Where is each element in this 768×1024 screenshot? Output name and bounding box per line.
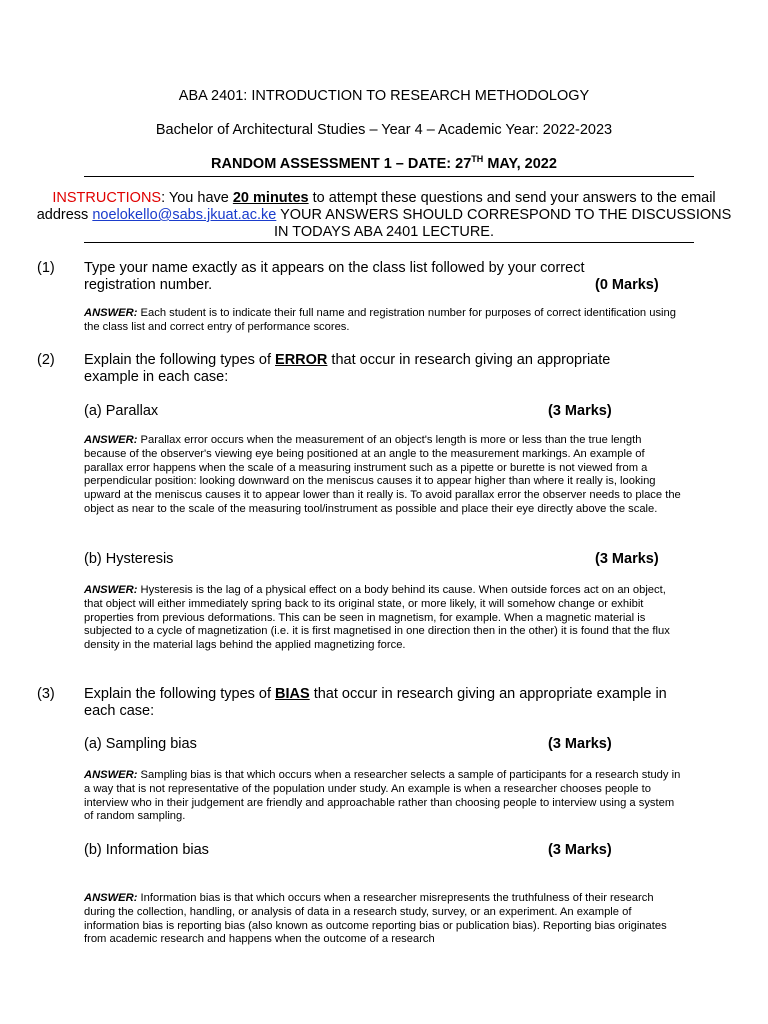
question-3b-answer xyxy=(84,892,686,947)
question-3b-label: (b) Information bias xyxy=(84,842,209,858)
question-3-keyword: BIAS xyxy=(275,686,310,702)
question-2-keyword: ERROR xyxy=(275,352,328,368)
instructions-label: INSTRUCTIONS xyxy=(52,190,162,206)
assessment-heading xyxy=(0,156,768,172)
question-1-answer-text: Each student is to indicate their full name and registration number for purposes of correct identification using the class list and correct entry of performance scores. xyxy=(84,307,676,333)
question-3a-marks: (3 Marks) xyxy=(548,736,612,752)
question-2b-marks: (3 Marks) xyxy=(595,551,659,567)
question-3a-answer-label: ANSWER: xyxy=(84,769,138,781)
course-title: ABA 2401: INTRODUCTION TO RESEARCH METHODOLOGY xyxy=(178,88,590,104)
question-1-line-2: registration number. xyxy=(84,277,213,293)
question-2a-label: (a) Parallax xyxy=(84,403,159,419)
question-3-text xyxy=(84,686,694,720)
instructions-duration: 20 minutes xyxy=(232,190,309,206)
instructions-block xyxy=(30,190,738,241)
question-3a-answer-text: Sampling bias is that which occurs when a researcher selects a sample of participants for a research study in a way that is not representative of the population under study. An example is when a researcher chooses people to interview who in their judgement are friendly and approachable rather than choosing people to interview using a system of random sampling. xyxy=(84,769,681,823)
question-2a-answer-label: ANSWER: xyxy=(84,434,138,446)
assessment-heading-post: MAY, 2022 xyxy=(483,156,557,172)
question-1-number: (1) xyxy=(37,260,55,276)
question-2a-answer-text: Parallax error occurs when the measurement of an object's length is more or less than the true length because of the observer's viewing eye being positioned at an angle to the measurement markings. An example of parallax error happens when the scale of a measuring instrument such as a pipette or burette is not viewed from a perpendicular position: looking downward on the meniscus causes it to appear higher than where it really is, looking upward at the meniscus causes it to appear lower than it really is. To avoid parallax error the observer needs to place the object as near to the scale of the measuring tool/instrument as possible and place their eye directly above the scale. xyxy=(84,434,681,515)
question-2b-answer-text: Hysteresis is the lag of a physical effect on a body behind its cause. When outside forces act on an object, that object will either immediately spring back to its original state, or more likely, it will somehow change or exhibit properties from previous deformations. This can be seen in magnetism, for example. When a magnetic material is subjected to a cycle of magnetization (i.e. it is first magnetised in one direction then in the other) it is found that the flux density in the material lags behind the applied magnetizing force. xyxy=(84,584,670,652)
question-3-pre: Explain the following types of xyxy=(84,686,276,702)
question-2-number: (2) xyxy=(37,352,55,368)
instructions-text-1: : You have xyxy=(161,190,233,206)
question-3b-marks: (3 Marks) xyxy=(548,842,612,858)
question-2-text xyxy=(84,352,654,386)
question-3a-answer xyxy=(84,769,686,824)
question-2a-marks: (3 Marks) xyxy=(548,403,612,419)
question-2b-answer xyxy=(84,584,686,653)
question-1-answer xyxy=(84,307,686,335)
question-2-post: that occur in research giving an appropriate example in each case: xyxy=(84,352,611,385)
instructions-text-2: to attempt these questions and send your answers to the email address xyxy=(36,190,716,223)
question-3b-answer-text: Information bias is that which occurs when a researcher misrepresents the truthfulness of their research during the collection, handling, or analysis of data in a research study, survey, or an experiment. An example of information bias is reporting bias (also known as outcome reporting bias or publication bias). Reporting bias originates from academic research and happens when the outcome of a research xyxy=(84,892,667,946)
programme-line: Bachelor of Architectural Studies – Year 4 – Academic Year: 2022-2023 xyxy=(155,122,613,138)
email-link[interactable]: noelokello@sabs.jkuat.ac.ke xyxy=(92,207,277,223)
question-2-pre: Explain the following types of xyxy=(84,352,276,368)
question-3a-label: (a) Sampling bias xyxy=(84,736,197,752)
question-3-number: (3) xyxy=(37,686,55,702)
question-1-line-1: Type your name exactly as it appears on the class list followed by your correct xyxy=(84,260,585,276)
question-3b-answer-label: ANSWER: xyxy=(84,892,138,904)
instructions-text-3: YOUR ANSWERS SHOULD CORRESPOND TO THE DISCUSSIONS IN TODAYS ABA 2401 LECTURE. xyxy=(273,207,732,240)
assessment-heading-pre: RANDOM ASSESSMENT 1 – DATE: 27 xyxy=(211,156,472,172)
question-2b-label: (b) Hysteresis xyxy=(84,551,174,567)
question-3-post: that occur in research giving an appropriate example in each case: xyxy=(84,686,667,719)
bottom-divider xyxy=(84,242,694,243)
question-2a-answer xyxy=(84,434,686,517)
question-2b-answer-label: ANSWER: xyxy=(84,584,138,596)
top-divider xyxy=(84,176,694,177)
assessment-heading-sup: TH xyxy=(471,154,484,164)
question-1-answer-label: ANSWER: xyxy=(84,307,138,319)
question-1-marks: (0 Marks) xyxy=(595,277,659,293)
